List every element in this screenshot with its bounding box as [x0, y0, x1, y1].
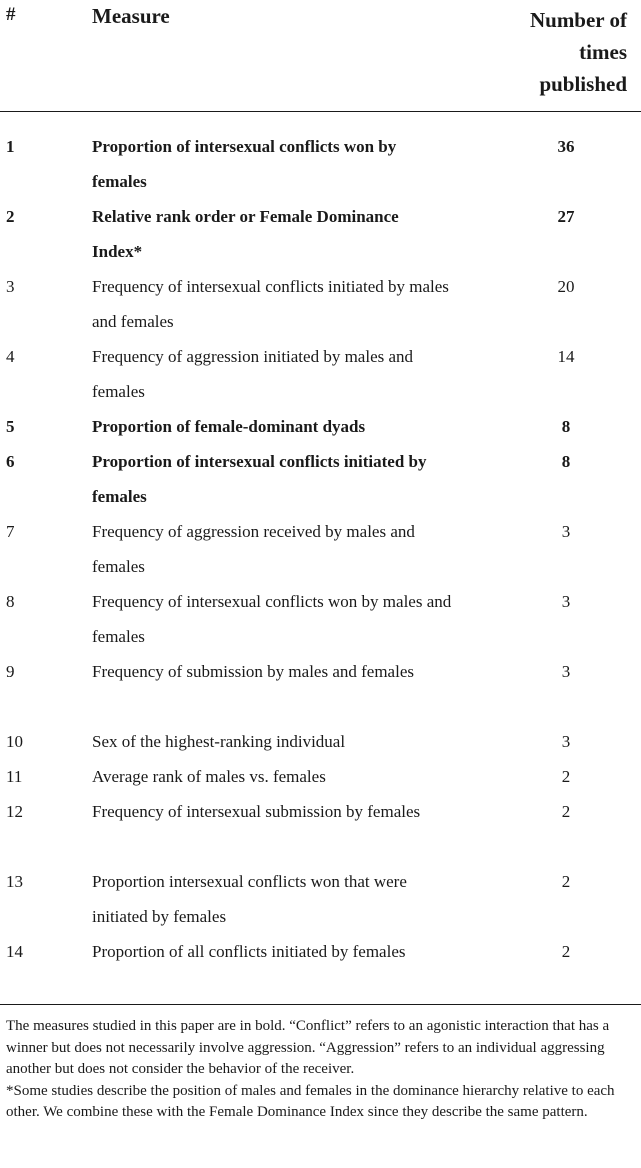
- row-count: 14: [557, 347, 575, 366]
- row-measure: Frequency of intersexual conflicts initiated by males and females: [92, 277, 449, 331]
- row-count: 3: [561, 592, 571, 611]
- row-number: 2: [6, 207, 15, 226]
- row-count: 2: [561, 767, 571, 786]
- row-measure: Frequency of intersexual conflicts won by males and females: [92, 592, 452, 646]
- row-measure: Relative rank order or Female Dominance Index*: [92, 207, 399, 261]
- row-count: 3: [561, 732, 571, 751]
- row-number: 8: [6, 592, 15, 611]
- footnote-dominance-index: *Some studies describe the position of males and females in the dominance hierarchy relative to each other. We combine these with the Female Dominance Index since they describe the same pattern.: [6, 1082, 615, 1120]
- row-number: 4: [6, 347, 15, 366]
- row-measure: Proportion of female-dominant dyads: [92, 417, 366, 436]
- header-measure: Measure: [92, 4, 170, 28]
- row-count: 3: [561, 662, 571, 681]
- header-count-line1: Number of: [529, 8, 627, 32]
- row-count: 2: [561, 872, 571, 891]
- row-number: 10: [6, 732, 23, 751]
- header-count: [477, 4, 627, 100]
- row-count: 3: [561, 522, 571, 541]
- row-number: 6: [6, 452, 15, 471]
- row-count: 20: [557, 277, 575, 296]
- table-bottom-divider: [0, 1004, 641, 1005]
- row-number: 14: [6, 942, 23, 961]
- row-number: 9: [6, 662, 15, 681]
- row-count: 8: [561, 417, 571, 436]
- row-count: 8: [561, 452, 571, 471]
- header-count-line3: published: [539, 72, 627, 96]
- row-measure: Proportion of intersexual conflicts initiated by females: [92, 452, 427, 506]
- footnote-bold-measures: The measures studied in this paper are in bold. “Conflict” refers to an agonistic interaction that has a winner but does not necessarily involve aggression. “Aggression” refers to an individual aggressing another but does not consider the behavior of the receiver.: [6, 1018, 610, 1077]
- row-number: 7: [6, 522, 15, 541]
- row-number: 11: [6, 767, 23, 786]
- row-measure: Proportion of intersexual conflicts won by females: [92, 137, 397, 191]
- row-measure: Frequency of submission by males and females: [92, 662, 414, 681]
- row-measure: Average rank of males vs. females: [92, 767, 326, 786]
- row-count: 2: [561, 802, 571, 821]
- row-count: 36: [557, 137, 575, 156]
- row-measure: Frequency of aggression received by males and females: [92, 522, 415, 576]
- row-count: 2: [561, 942, 571, 961]
- header-count-line2: times: [579, 40, 627, 64]
- row-number: 13: [6, 872, 23, 891]
- table-header: [0, 0, 641, 106]
- header-number: #: [6, 4, 16, 25]
- row-measure: Proportion of all conflicts initiated by females: [92, 942, 406, 961]
- row-measure: Proportion intersexual conflicts won that were initiated by females: [92, 872, 407, 926]
- header-divider: [0, 111, 641, 112]
- table-footnotes: [6, 1016, 636, 1124]
- row-number: 5: [6, 417, 15, 436]
- row-measure: Frequency of intersexual submission by females: [92, 802, 421, 821]
- row-number: 1: [6, 137, 15, 156]
- row-number: 3: [6, 277, 15, 296]
- row-number: 12: [6, 802, 23, 821]
- row-measure: Sex of the highest-ranking individual: [92, 732, 346, 751]
- row-measure: Frequency of aggression initiated by males and females: [92, 347, 414, 401]
- row-count: 27: [557, 207, 575, 226]
